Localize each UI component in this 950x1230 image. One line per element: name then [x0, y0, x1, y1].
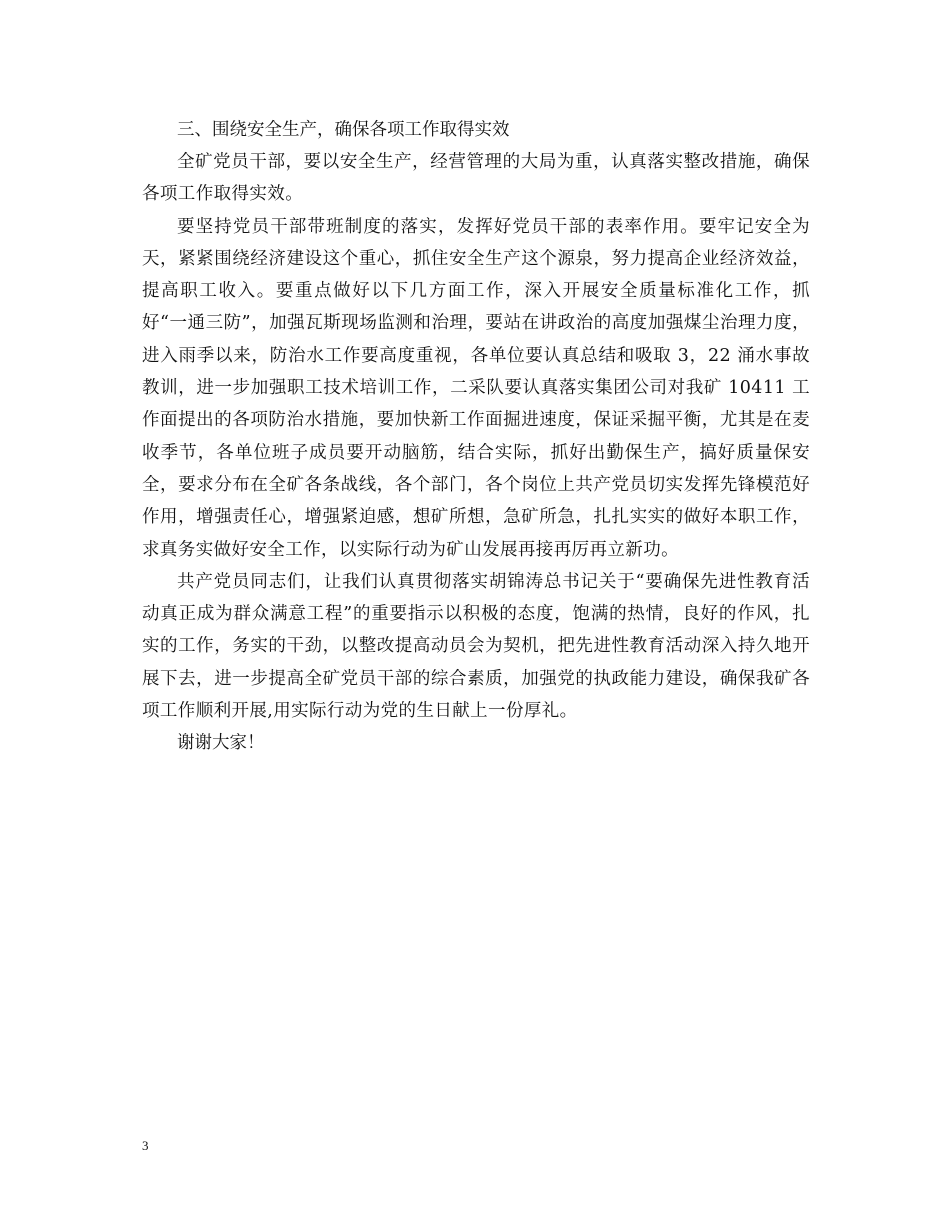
paragraph-2: 要坚持党员干部带班制度的落实，发挥好党员干部的表率作用。要牢记安全为天，紧紧围绕经济建设这个重心，抓住安全生产这个源泉，努力提高企业经济效益，提高职工收入。要重点做好以下几方面工作，深入开展安全质量标准化工作，抓好“一通三防”，加强瓦斯现场监测和治理，要站在讲政治的高度加强煤尘治理力度，进入雨季以来，防治水工作要高度重视，各单位要认真总结和吸取 3，22 涌水事故教训，进一步加强职工技术培训工作，二采队要认真落实集团公司对我矿 10411 工作面提出的各项防治水措施，要加快新工作面掘进速度，保证采掘平衡，尤其是在麦收季节，各单位班子成员要开动脑筋，结合实际，抓好出勤保生产，搞好质量保安全，要求分布在全矿各条战线，各个部门，各个岗位上共产党员切实发挥先锋模范好作用，增强责任心，增强紧迫感，想矿所想，急矿所急，扎扎实实的做好本职工作，求真务实做好安全工作，以实际行动为矿山发展再接再厉再立新功。 [142, 216, 810, 560]
document-body [142, 114, 810, 759]
paragraph-3: 共产党员同志们，让我们认真贯彻落实胡锦涛总书记关于“要确保先进性教育活动真正成为群众满意工程”的重要指示以积极的态度，饱满的热情，良好的作风，扎实的工作，务实的干劲，以整改提高动员会为契机，把先进性教育活动深入持久地开展下去，进一步提高全矿党员干部的综合素质，加强党的执政能力建设，确保我矿各项工作顺利开展,用实际行动为党的生日献上一份厚礼。 [142, 571, 810, 722]
section-heading: 三、围绕安全生产，确保各项工作取得实效 [177, 120, 510, 140]
page-number: 3 [142, 1138, 149, 1153]
closing-remark: 谢谢大家！ [177, 733, 265, 754]
paragraph-1: 全矿党员干部，要以安全生产，经营管理的大局为重，认真落实整改措施，确保各项工作取得实效。 [142, 152, 810, 205]
